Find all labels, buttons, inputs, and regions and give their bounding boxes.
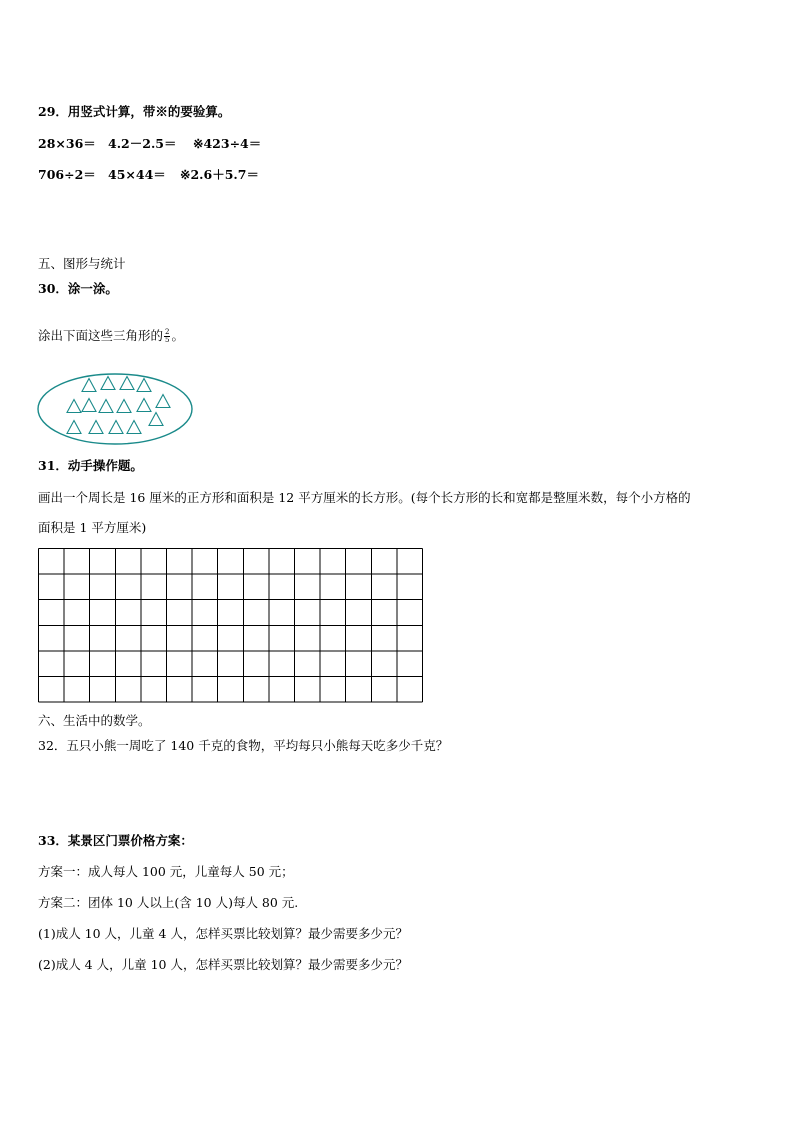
q29-expr-2: 4.2－2.5＝ [108, 136, 177, 151]
q33-subquestion-1: (1)成人 10 人，儿童 4 人，怎样买票比较划算？最少需要多少元？ [38, 926, 408, 941]
triangle-3 [120, 377, 134, 390]
q33-title: 33．某景区门票价格方案： [38, 833, 193, 848]
q30-instruction-prefix: 涂出下面这些三角形的 [38, 328, 164, 343]
q33-plan-2: 方案二：团体 10 人以上(含 10 人)每人 80 元. [38, 895, 299, 910]
triangle-8 [117, 400, 131, 413]
triangle-7 [99, 400, 113, 413]
q29-expr-6: ※2.6＋5.7＝ [180, 167, 259, 182]
triangle-9 [137, 399, 151, 412]
triangle-6 [82, 399, 96, 412]
section-5-title: 五、图形与统计 [38, 256, 126, 271]
triangle-4 [137, 379, 151, 392]
q33-plan-1: 方案一：成人每人 100 元，儿童每人 50 元； [38, 864, 294, 879]
q30-fraction-numerator: 2 [165, 328, 170, 336]
triangle-11 [67, 421, 81, 434]
q32-text: 32．五只小熊一周吃了 140 千克的食物，平均每只小熊每天吃多少千克？ [38, 738, 449, 753]
q30-title: 30．涂一涂。 [38, 281, 118, 296]
q30-fraction-denominator: 5 [165, 336, 170, 344]
triangle-group [67, 377, 170, 434]
triangle-5 [67, 400, 81, 413]
q30-instruction [38, 328, 184, 344]
q30-instruction-suffix: 。 [171, 328, 184, 343]
triangles-ellipse-figure [36, 371, 196, 447]
q29-expr-4: 706÷2＝ [38, 167, 96, 182]
triangle-12 [89, 421, 103, 434]
triangle-2 [101, 377, 115, 390]
q29-expr-1: 28×36＝ [38, 136, 96, 151]
triangle-13 [109, 421, 123, 434]
triangle-14 [127, 421, 141, 434]
q31-instruction-line-2: 面积是 1 平方厘米) [38, 520, 147, 535]
q31-title: 31．动手操作题。 [38, 458, 143, 473]
triangle-15 [149, 413, 163, 426]
square-grid [38, 548, 426, 704]
triangle-1 [82, 379, 96, 392]
section-6-title: 六、生活中的数学。 [38, 713, 151, 728]
q31-instruction-line-1: 画出一个周长是 16 厘米的正方形和面积是 12 平方厘米的长方形。(每个长方形的长和宽都是整厘米数，每个小方格的 [38, 490, 691, 505]
q29-expr-3: ※423÷4＝ [193, 136, 262, 151]
q33-subquestion-2: (2)成人 4 人，儿童 10 人，怎样买票比较划算？最少需要多少元？ [38, 957, 408, 972]
triangle-10 [156, 395, 170, 408]
q30-fraction [164, 329, 170, 344]
q29-title: 29．用竖式计算，带※的要验算。 [38, 104, 231, 119]
q29-expr-5: 45×44＝ [108, 167, 166, 182]
